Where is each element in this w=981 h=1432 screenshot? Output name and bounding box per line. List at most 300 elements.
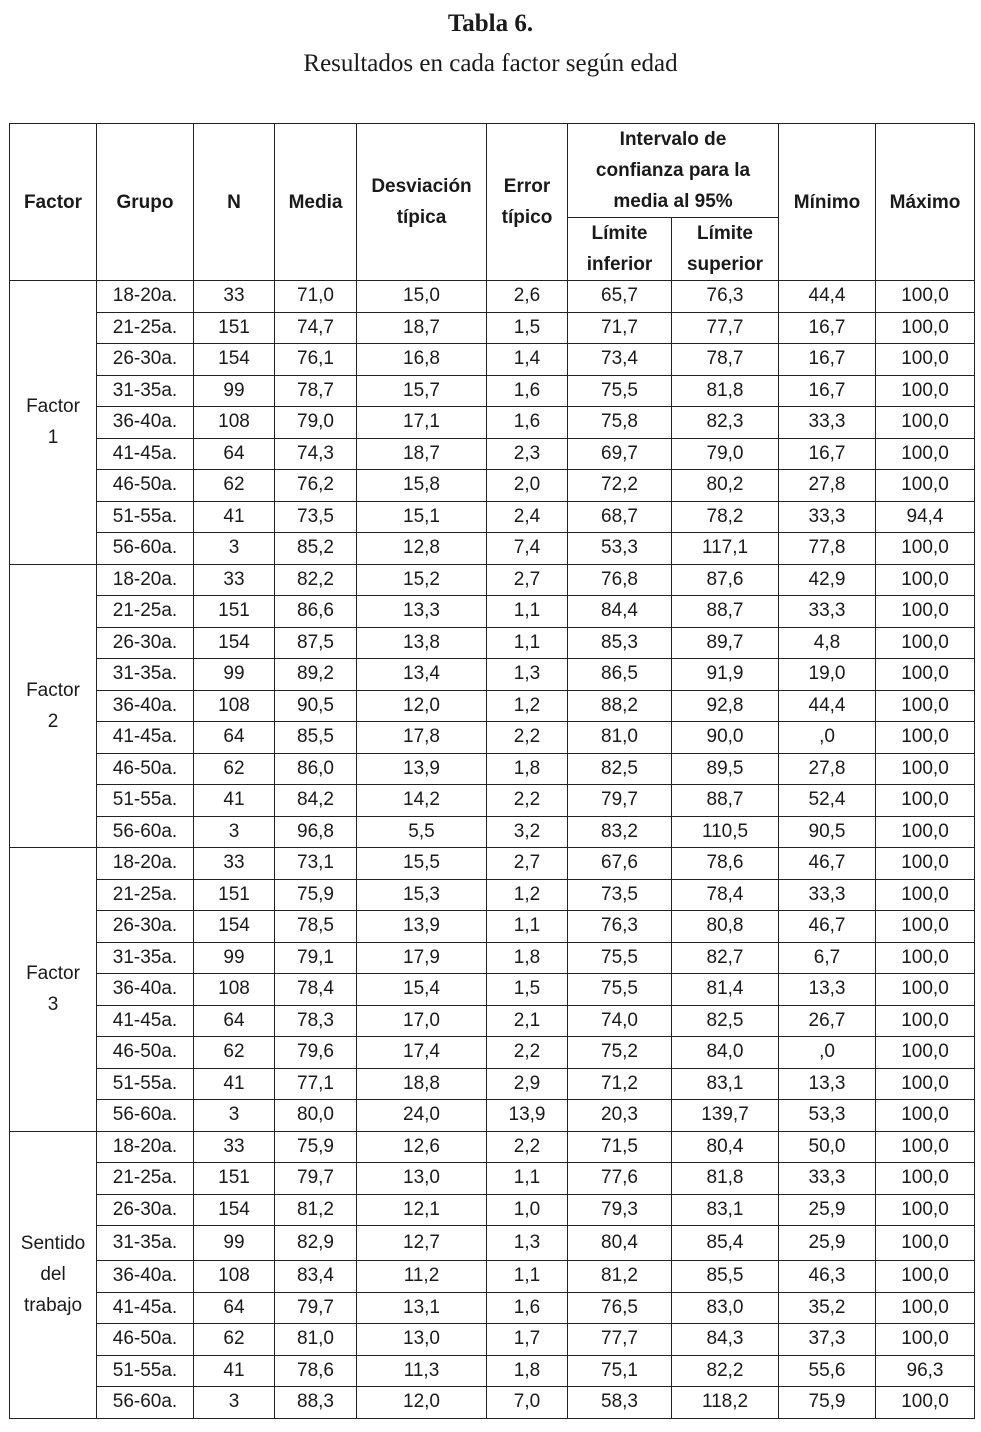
cell-minimo: 33,3 <box>779 1163 876 1195</box>
cell-media: 76,2 <box>275 470 357 502</box>
cell-error: 1,6 <box>487 1292 568 1324</box>
table-row <box>10 344 975 376</box>
cell-minimo: 16,7 <box>779 312 876 344</box>
cell-n: 99 <box>194 659 275 691</box>
cell-minimo: 26,7 <box>779 1005 876 1037</box>
cell-minimo: 33,3 <box>779 407 876 439</box>
cell-minimo: 27,8 <box>779 753 876 785</box>
cell-minimo: 33,3 <box>779 501 876 533</box>
table-row <box>10 1292 975 1324</box>
cell-minimo: 46,7 <box>779 911 876 943</box>
cell-desviacion: 16,8 <box>357 344 487 376</box>
cell-maximo: 100,0 <box>876 1261 975 1293</box>
header-limite-superior-line2: superior <box>686 254 764 275</box>
cell-desviacion: 17,9 <box>357 942 487 974</box>
cell-grupo: 26-30a. <box>97 1194 194 1226</box>
cell-limite-inferior: 81,2 <box>568 1261 672 1293</box>
cell-limite-inferior: 79,3 <box>568 1194 672 1226</box>
cell-n: 62 <box>194 753 275 785</box>
header-intervalo-line3: media al 95% <box>613 191 733 212</box>
cell-limite-inferior: 20,3 <box>568 1100 672 1132</box>
cell-media: 78,3 <box>275 1005 357 1037</box>
cell-media: 90,5 <box>275 690 357 722</box>
cell-minimo: 90,5 <box>779 816 876 848</box>
table-row <box>10 1387 975 1419</box>
cell-maximo: 100,0 <box>876 942 975 974</box>
factor-label <box>10 281 97 565</box>
header-factor: Factor <box>10 124 97 281</box>
cell-limite-inferior: 72,2 <box>568 470 672 502</box>
cell-media: 74,7 <box>275 312 357 344</box>
cell-grupo: 18-20a. <box>97 281 194 313</box>
cell-n: 108 <box>194 407 275 439</box>
cell-grupo: 31-35a. <box>97 659 194 691</box>
cell-minimo: 6,7 <box>779 942 876 974</box>
header-media: Media <box>275 124 357 281</box>
cell-grupo: 51-55a. <box>97 1355 194 1387</box>
cell-grupo: 41-45a. <box>97 722 194 754</box>
cell-n: 33 <box>194 1131 275 1163</box>
cell-minimo: ,0 <box>779 1037 876 1069</box>
cell-media: 79,0 <box>275 407 357 439</box>
cell-error: 2,7 <box>487 848 568 880</box>
cell-limite-superior: 78,7 <box>672 344 779 376</box>
cell-limite-superior: 79,0 <box>672 438 779 470</box>
cell-limite-inferior: 80,4 <box>568 1226 672 1261</box>
cell-n: 99 <box>194 942 275 974</box>
cell-media: 79,6 <box>275 1037 357 1069</box>
cell-minimo: 25,9 <box>779 1226 876 1261</box>
cell-limite-superior: 78,2 <box>672 501 779 533</box>
cell-limite-inferior: 76,5 <box>568 1292 672 1324</box>
cell-desviacion: 12,6 <box>357 1131 487 1163</box>
cell-minimo: 35,2 <box>779 1292 876 1324</box>
cell-maximo: 100,0 <box>876 1100 975 1132</box>
factor-label-line: Factor <box>26 963 80 985</box>
cell-maximo: 100,0 <box>876 785 975 817</box>
cell-grupo: 46-50a. <box>97 753 194 785</box>
cell-limite-inferior: 76,8 <box>568 564 672 596</box>
cell-limite-superior: 90,0 <box>672 722 779 754</box>
cell-limite-inferior: 74,0 <box>568 1005 672 1037</box>
cell-media: 86,0 <box>275 753 357 785</box>
factor-label-line: Factor <box>26 679 80 701</box>
cell-n: 33 <box>194 281 275 313</box>
cell-limite-superior: 83,0 <box>672 1292 779 1324</box>
cell-desviacion: 17,0 <box>357 1005 487 1037</box>
cell-limite-superior: 82,3 <box>672 407 779 439</box>
cell-limite-inferior: 69,7 <box>568 438 672 470</box>
cell-minimo: 55,6 <box>779 1355 876 1387</box>
cell-limite-superior: 118,2 <box>672 1387 779 1419</box>
cell-grupo: 41-45a. <box>97 1292 194 1324</box>
cell-n: 108 <box>194 690 275 722</box>
table-row <box>10 407 975 439</box>
cell-limite-superior: 84,0 <box>672 1037 779 1069</box>
cell-minimo: 33,3 <box>779 596 876 628</box>
cell-media: 83,4 <box>275 1261 357 1293</box>
cell-n: 154 <box>194 911 275 943</box>
cell-error: 1,0 <box>487 1194 568 1226</box>
cell-error: 1,1 <box>487 627 568 659</box>
cell-media: 74,3 <box>275 438 357 470</box>
cell-error: 1,6 <box>487 375 568 407</box>
cell-n: 64 <box>194 1292 275 1324</box>
cell-minimo: 46,7 <box>779 848 876 880</box>
header-desviacion-line2: típica <box>396 207 447 228</box>
cell-limite-inferior: 73,4 <box>568 344 672 376</box>
cell-maximo: 100,0 <box>876 1387 975 1419</box>
cell-limite-superior: 85,4 <box>672 1226 779 1261</box>
factor-label-line: 3 <box>47 994 59 1016</box>
cell-media: 71,0 <box>275 281 357 313</box>
cell-limite-inferior: 71,5 <box>568 1131 672 1163</box>
cell-limite-superior: 92,8 <box>672 690 779 722</box>
cell-n: 108 <box>194 974 275 1006</box>
cell-limite-superior: 80,4 <box>672 1131 779 1163</box>
cell-minimo: 25,9 <box>779 1194 876 1226</box>
cell-minimo: 52,4 <box>779 785 876 817</box>
cell-maximo: 100,0 <box>876 375 975 407</box>
cell-error: 1,3 <box>487 1226 568 1261</box>
cell-error: 2,1 <box>487 1005 568 1037</box>
cell-limite-inferior: 71,2 <box>568 1068 672 1100</box>
cell-n: 41 <box>194 1068 275 1100</box>
cell-grupo: 56-60a. <box>97 816 194 848</box>
cell-error: 2,2 <box>487 785 568 817</box>
cell-grupo: 21-25a. <box>97 879 194 911</box>
cell-media: 73,1 <box>275 848 357 880</box>
table-row <box>10 1163 975 1195</box>
cell-media: 89,2 <box>275 659 357 691</box>
cell-media: 88,3 <box>275 1387 357 1419</box>
cell-error: 2,2 <box>487 722 568 754</box>
cell-limite-inferior: 67,6 <box>568 848 672 880</box>
cell-maximo: 94,4 <box>876 501 975 533</box>
table-row <box>10 470 975 502</box>
cell-error: 1,3 <box>487 659 568 691</box>
cell-maximo: 100,0 <box>876 1194 975 1226</box>
cell-maximo: 100,0 <box>876 627 975 659</box>
cell-error: 3,2 <box>487 816 568 848</box>
cell-error: 1,2 <box>487 690 568 722</box>
cell-limite-inferior: 68,7 <box>568 501 672 533</box>
cell-grupo: 56-60a. <box>97 1100 194 1132</box>
cell-media: 85,2 <box>275 533 357 565</box>
cell-error: 1,1 <box>487 1163 568 1195</box>
factor-label-line: 2 <box>47 710 59 732</box>
cell-minimo: 19,0 <box>779 659 876 691</box>
cell-error: 1,4 <box>487 344 568 376</box>
cell-error: 1,8 <box>487 1355 568 1387</box>
cell-maximo: 100,0 <box>876 533 975 565</box>
cell-error: 2,2 <box>487 1037 568 1069</box>
cell-desviacion: 18,7 <box>357 312 487 344</box>
cell-n: 64 <box>194 1005 275 1037</box>
cell-limite-superior: 80,2 <box>672 470 779 502</box>
cell-error: 7,4 <box>487 533 568 565</box>
cell-n: 154 <box>194 344 275 376</box>
cell-n: 3 <box>194 1100 275 1132</box>
cell-limite-inferior: 83,2 <box>568 816 672 848</box>
cell-media: 81,2 <box>275 1194 357 1226</box>
cell-maximo: 100,0 <box>876 564 975 596</box>
cell-n: 62 <box>194 470 275 502</box>
cell-limite-superior: 87,6 <box>672 564 779 596</box>
cell-media: 76,1 <box>275 344 357 376</box>
cell-media: 79,1 <box>275 942 357 974</box>
cell-limite-inferior: 65,7 <box>568 281 672 313</box>
cell-desviacion: 12,8 <box>357 533 487 565</box>
cell-minimo: 46,3 <box>779 1261 876 1293</box>
cell-maximo: 100,0 <box>876 1324 975 1356</box>
cell-n: 151 <box>194 312 275 344</box>
cell-maximo: 100,0 <box>876 596 975 628</box>
table-row <box>10 1100 975 1132</box>
cell-grupo: 31-35a. <box>97 375 194 407</box>
header-error-line2: típico <box>501 207 553 228</box>
cell-limite-superior: 82,2 <box>672 1355 779 1387</box>
cell-error: 1,8 <box>487 942 568 974</box>
cell-limite-superior: 117,1 <box>672 533 779 565</box>
cell-minimo: ,0 <box>779 722 876 754</box>
cell-desviacion: 24,0 <box>357 1100 487 1132</box>
cell-desviacion: 15,7 <box>357 375 487 407</box>
header-limite-inferior <box>568 218 672 281</box>
cell-grupo: 36-40a. <box>97 690 194 722</box>
cell-error: 2,9 <box>487 1068 568 1100</box>
cell-media: 78,5 <box>275 911 357 943</box>
header-minimo: Mínimo <box>779 124 876 281</box>
cell-grupo: 31-35a. <box>97 1226 194 1261</box>
header-intervalo-line1: Intervalo de <box>619 129 727 150</box>
cell-limite-inferior: 79,7 <box>568 785 672 817</box>
cell-n: 151 <box>194 596 275 628</box>
cell-desviacion: 15,1 <box>357 501 487 533</box>
cell-n: 154 <box>194 627 275 659</box>
cell-limite-superior: 89,7 <box>672 627 779 659</box>
cell-desviacion: 18,8 <box>357 1068 487 1100</box>
cell-media: 86,6 <box>275 596 357 628</box>
cell-limite-superior: 81,8 <box>672 375 779 407</box>
cell-grupo: 36-40a. <box>97 1261 194 1293</box>
table-row <box>10 1037 975 1069</box>
cell-limite-inferior: 75,5 <box>568 942 672 974</box>
cell-n: 3 <box>194 816 275 848</box>
cell-desviacion: 18,7 <box>357 438 487 470</box>
cell-maximo: 100,0 <box>876 690 975 722</box>
cell-media: 85,5 <box>275 722 357 754</box>
cell-desviacion: 14,2 <box>357 785 487 817</box>
cell-limite-inferior: 76,3 <box>568 911 672 943</box>
cell-media: 75,9 <box>275 1131 357 1163</box>
table-row <box>10 1131 975 1163</box>
header-grupo: Grupo <box>97 124 194 281</box>
cell-limite-inferior: 75,5 <box>568 974 672 1006</box>
cell-desviacion: 17,4 <box>357 1037 487 1069</box>
cell-maximo: 100,0 <box>876 1226 975 1261</box>
cell-n: 33 <box>194 564 275 596</box>
table-row <box>10 1068 975 1100</box>
table-row <box>10 1005 975 1037</box>
cell-desviacion: 12,0 <box>357 1387 487 1419</box>
cell-desviacion: 17,8 <box>357 722 487 754</box>
header-desviacion <box>357 124 487 281</box>
cell-limite-superior: 82,5 <box>672 1005 779 1037</box>
header-desviacion-line1: Desviación <box>371 176 472 197</box>
cell-media: 75,9 <box>275 879 357 911</box>
cell-media: 96,8 <box>275 816 357 848</box>
cell-limite-inferior: 82,5 <box>568 753 672 785</box>
cell-limite-superior: 76,3 <box>672 281 779 313</box>
cell-grupo: 18-20a. <box>97 1131 194 1163</box>
cell-maximo: 100,0 <box>876 848 975 880</box>
header-intervalo <box>568 124 779 218</box>
cell-n: 64 <box>194 722 275 754</box>
cell-desviacion: 13,9 <box>357 753 487 785</box>
cell-minimo: 44,4 <box>779 281 876 313</box>
cell-limite-superior: 110,5 <box>672 816 779 848</box>
cell-n: 62 <box>194 1324 275 1356</box>
cell-media: 84,2 <box>275 785 357 817</box>
cell-error: 2,4 <box>487 501 568 533</box>
table-body <box>10 281 975 1419</box>
cell-media: 80,0 <box>275 1100 357 1132</box>
cell-error: 1,1 <box>487 596 568 628</box>
cell-limite-inferior: 58,3 <box>568 1387 672 1419</box>
cell-minimo: 75,9 <box>779 1387 876 1419</box>
factor-label <box>10 564 97 848</box>
cell-media: 79,7 <box>275 1163 357 1195</box>
cell-error: 2,2 <box>487 1131 568 1163</box>
cell-n: 41 <box>194 1355 275 1387</box>
table-row <box>10 942 975 974</box>
cell-limite-inferior: 77,7 <box>568 1324 672 1356</box>
table-row <box>10 375 975 407</box>
cell-desviacion: 15,2 <box>357 564 487 596</box>
cell-desviacion: 11,3 <box>357 1355 487 1387</box>
cell-error: 2,6 <box>487 281 568 313</box>
header-limite-inferior-line2: inferior <box>586 254 653 275</box>
table-row <box>10 974 975 1006</box>
header-maximo: Máximo <box>876 124 975 281</box>
cell-n: 64 <box>194 438 275 470</box>
cell-grupo: 56-60a. <box>97 533 194 565</box>
table-title: Tabla 6. <box>447 10 534 37</box>
cell-desviacion: 12,7 <box>357 1226 487 1261</box>
cell-grupo: 51-55a. <box>97 501 194 533</box>
cell-limite-inferior: 75,5 <box>568 375 672 407</box>
factor-label-line: Factor <box>26 396 80 418</box>
cell-maximo: 100,0 <box>876 470 975 502</box>
cell-grupo: 56-60a. <box>97 1387 194 1419</box>
cell-grupo: 41-45a. <box>97 1005 194 1037</box>
cell-maximo: 100,0 <box>876 344 975 376</box>
cell-limite-superior: 139,7 <box>672 1100 779 1132</box>
cell-n: 3 <box>194 1387 275 1419</box>
cell-n: 108 <box>194 1261 275 1293</box>
cell-maximo: 100,0 <box>876 1037 975 1069</box>
factor-label <box>10 848 97 1132</box>
cell-minimo: 16,7 <box>779 344 876 376</box>
cell-n: 99 <box>194 1226 275 1261</box>
cell-grupo: 26-30a. <box>97 344 194 376</box>
factor-label <box>10 1131 97 1418</box>
cell-limite-inferior: 84,4 <box>568 596 672 628</box>
cell-n: 41 <box>194 501 275 533</box>
cell-grupo: 31-35a. <box>97 942 194 974</box>
header-error <box>487 124 568 281</box>
table-row <box>10 533 975 565</box>
header-intervalo-line2: confianza para la <box>595 160 751 181</box>
cell-media: 82,9 <box>275 1226 357 1261</box>
header-error-line1: Error <box>503 176 551 197</box>
cell-desviacion: 11,2 <box>357 1261 487 1293</box>
cell-limite-inferior: 88,2 <box>568 690 672 722</box>
cell-desviacion: 13,9 <box>357 911 487 943</box>
table-row <box>10 1355 975 1387</box>
cell-limite-superior: 81,8 <box>672 1163 779 1195</box>
cell-grupo: 41-45a. <box>97 438 194 470</box>
cell-desviacion: 13,8 <box>357 627 487 659</box>
cell-limite-inferior: 53,3 <box>568 533 672 565</box>
cell-limite-inferior: 75,2 <box>568 1037 672 1069</box>
cell-maximo: 100,0 <box>876 879 975 911</box>
cell-maximo: 100,0 <box>876 1005 975 1037</box>
table-row <box>10 848 975 880</box>
cell-minimo: 4,8 <box>779 627 876 659</box>
cell-maximo: 100,0 <box>876 407 975 439</box>
table-row <box>10 564 975 596</box>
cell-desviacion: 15,5 <box>357 848 487 880</box>
cell-maximo: 96,3 <box>876 1355 975 1387</box>
cell-error: 1,7 <box>487 1324 568 1356</box>
table-row <box>10 690 975 722</box>
cell-media: 81,0 <box>275 1324 357 1356</box>
cell-minimo: 77,8 <box>779 533 876 565</box>
cell-desviacion: 13,0 <box>357 1163 487 1195</box>
cell-error: 1,2 <box>487 879 568 911</box>
cell-maximo: 100,0 <box>876 1292 975 1324</box>
cell-media: 78,6 <box>275 1355 357 1387</box>
header-n: N <box>194 124 275 281</box>
table-row <box>10 722 975 754</box>
cell-minimo: 50,0 <box>779 1131 876 1163</box>
table-row <box>10 281 975 313</box>
table-row <box>10 501 975 533</box>
table-row <box>10 627 975 659</box>
cell-maximo: 100,0 <box>876 281 975 313</box>
cell-error: 2,3 <box>487 438 568 470</box>
cell-error: 13,9 <box>487 1100 568 1132</box>
cell-media: 73,5 <box>275 501 357 533</box>
cell-desviacion: 13,4 <box>357 659 487 691</box>
table-row <box>10 785 975 817</box>
cell-error: 1,5 <box>487 974 568 1006</box>
cell-desviacion: 12,1 <box>357 1194 487 1226</box>
cell-n: 41 <box>194 785 275 817</box>
cell-desviacion: 15,4 <box>357 974 487 1006</box>
cell-minimo: 44,4 <box>779 690 876 722</box>
cell-limite-inferior: 81,0 <box>568 722 672 754</box>
factor-label-line: 1 <box>47 427 59 449</box>
cell-limite-superior: 81,4 <box>672 974 779 1006</box>
table-row <box>10 596 975 628</box>
cell-desviacion: 15,8 <box>357 470 487 502</box>
cell-minimo: 13,3 <box>779 974 876 1006</box>
cell-maximo: 100,0 <box>876 659 975 691</box>
cell-maximo: 100,0 <box>876 1163 975 1195</box>
